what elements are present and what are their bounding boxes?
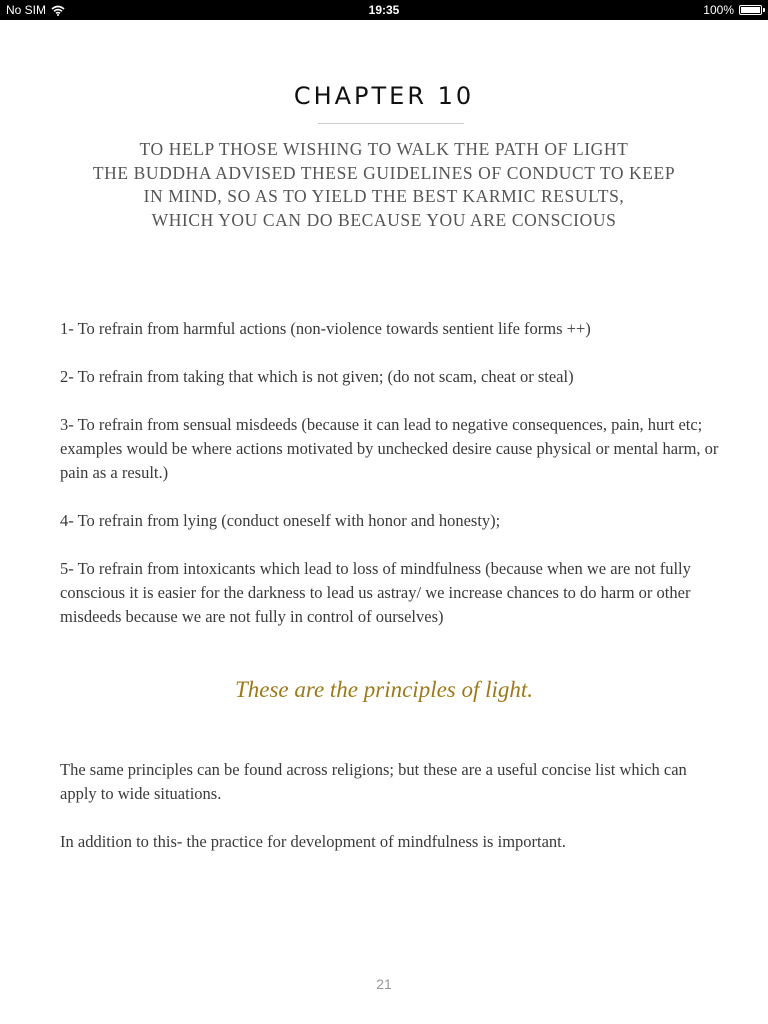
chapter-subtitle [40,138,728,232]
battery-icon [739,5,762,15]
closing-paragraph: In addition to this- the practice for development of mindfulness is important. [60,832,566,851]
title-divider [318,123,464,124]
status-bar [0,0,768,20]
chapter-title: CHAPTER 10 [293,82,475,110]
status-time: 19:35 [368,3,400,17]
battery-percent: 100% [703,3,734,17]
carrier-label: No SIM [6,3,47,17]
guideline-item: 5- To refrain from intoxicants which lead to loss of mindfulness (because when we are not fully conscious it is easier for the darkness to lead us astray/ we increase chances to do harm or other misdeeds because we are not fully in control of ourselves) [60,559,691,626]
guideline-item: 4- To refrain from lying (conduct oneself with honor and honesty); [60,511,501,530]
guideline-item: 2- To refrain from taking that which is not given; (do not scam, cheat or steal) [60,367,574,386]
guideline-item: 3- To refrain from sensual misdeeds (because it can lead to negative consequences, pain, hurt etc; examples would be where actions motivated by unchecked desire cause physical or mental harm, or pain as a result.) [60,415,719,482]
page-number: 21 [376,976,392,992]
closing-paragraph: The same principles can be found across religions; but these are a useful concise list which can apply to wide situations. [60,760,687,803]
guideline-item: 1- To refrain from harmful actions (non-violence towards sentient life forms ++) [60,319,591,338]
subtitle-line: THE BUDDHA ADVISED THESE GUIDELINES OF CONDUCT TO KEEP [92,162,676,183]
status-right [703,3,762,17]
subtitle-line: WHICH YOU CAN DO BECAUSE YOU ARE CONSCIOUS [151,209,617,230]
principles-highlight: These are the principles of light. [234,677,534,702]
subtitle-line: IN MIND, SO AS TO YIELD THE BEST KARMIC RESULTS, [143,186,625,206]
battery-fill [741,7,760,13]
subtitle-line: TO HELP THOSE WISHING TO WALK THE PATH OF LIGHT [139,139,629,159]
guidelines-list [60,317,720,629]
closing-text [60,758,720,878]
